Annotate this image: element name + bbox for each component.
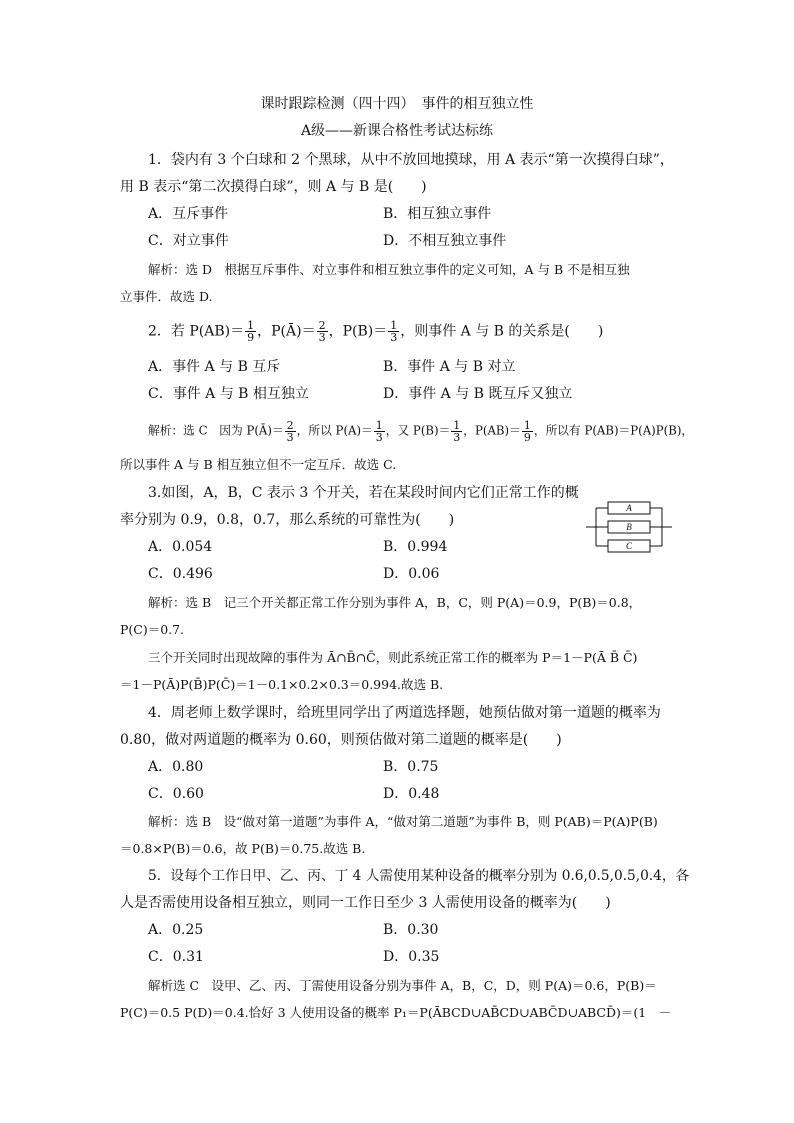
- q1-analysis-line2: 立事件．故选 D.: [120, 289, 213, 304]
- fraction: [285, 420, 296, 443]
- q2-analysis-part1: 解析：选 C 因为 P(Ā)＝: [148, 423, 284, 438]
- fraction-numerator: 2: [318, 319, 326, 332]
- q4-stem-line2: 0.80，做对两道题的概率为 0.60，则预估做对第二道题的概率是( ): [120, 732, 562, 748]
- q1-option-d: D．不相互独立事件: [383, 233, 507, 249]
- switch-c-label: C: [625, 541, 633, 551]
- q4-option-d: D．0.48: [383, 786, 440, 802]
- q5-stem-line2: 人是否需使用设备相互独立，则同一工作日至少 3 人需使用设备的概率为( ): [120, 895, 611, 911]
- q4-option-c: C．0.60: [148, 786, 204, 802]
- fraction-denominator: 9: [523, 431, 531, 444]
- fraction: [522, 420, 533, 443]
- switch-b-label: B: [626, 522, 632, 532]
- q4-analysis-line1: 解析：选 B 设“做对第一道题”为事件 A，“做对第二道题”为事件 B，则 P(AB)＝P(A)P(B): [148, 814, 658, 829]
- q2-option-b: B．事件 A 与 B 对立: [383, 359, 516, 375]
- fraction-denominator: 3: [453, 431, 461, 444]
- q2-option-d: D．事件 A 与 B 既互斥又独立: [383, 386, 573, 402]
- q5-analysis-line1: 解析选 C 设甲、乙、丙、丁需使用设备分别为事件 A，B，C，D，则 P(A)＝0.6，P(B)＝: [148, 978, 657, 993]
- fraction-denominator: 3: [390, 331, 398, 344]
- q3-option-d: D．0.06: [383, 566, 440, 582]
- parallel-circuit-figure: [586, 500, 672, 554]
- q4-option-b: B．0.75: [383, 759, 439, 775]
- q1-stem-line1: 1．袋内有 3 个白球和 2 个黑球，从中不放回地摸球，用 A 表示“第一次摸得白球”，: [148, 152, 674, 168]
- fraction: [451, 420, 462, 443]
- q3-analysis-line2: P(C)＝0.7.: [120, 622, 185, 637]
- fraction-numerator: 1: [453, 419, 461, 432]
- q1-stem-line2: 用 B 表示“第二次摸得白球”，则 A 与 B 是( ): [120, 179, 427, 195]
- q3-option-a: A．0.054: [148, 539, 213, 555]
- q4-option-a: A．0.80: [148, 759, 204, 775]
- q5-option-a: A．0.25: [148, 922, 204, 938]
- q3-option-c: C．0.496: [148, 566, 213, 582]
- q5-stem-line1: 5．设每个工作日甲、乙、丙、丁 4 人需使用某种设备的概率分别为 0.6,0.5,0.5,0.4，各: [148, 868, 690, 884]
- q4-analysis-line2: ＝0.8×P(B)＝0.6，故 P(B)＝0.75.故选 B.: [120, 841, 366, 856]
- fraction-denominator: 3: [318, 331, 326, 344]
- fraction-numerator: 2: [286, 419, 294, 432]
- q2-option-a: A．事件 A 与 B 互斥: [148, 359, 281, 375]
- q2-analysis-part3: ，又 P(B)＝: [385, 423, 451, 438]
- q2-analysis-part4: ，P(AB)＝: [463, 423, 521, 438]
- q3-option-b: B．0.994: [383, 539, 448, 555]
- q1-option-a: A．互斥事件: [148, 206, 229, 222]
- fraction: [388, 320, 399, 343]
- section-subtitle: A级——新课合格性考试达标练: [300, 123, 494, 139]
- q2-analysis-part5: ，所以有 P(AB)＝P(A)P(B)，: [533, 423, 694, 438]
- q5-option-d: D．0.35: [383, 949, 440, 965]
- q4-stem-line1: 4．周老师上数学课时，给班里同学出了两道选择题，她预估做对第一道题的概率为: [148, 705, 661, 721]
- q5-option-c: C．0.31: [148, 949, 204, 965]
- q5-option-b: B．0.30: [383, 922, 439, 938]
- q3-analysis-line4: ＝1－P(Ā)P(B̄)P(C̄)＝1－0.1×0.2×0.3＝0.994.故选 B.: [120, 677, 444, 692]
- fraction-denominator: 3: [286, 431, 294, 444]
- q3-stem-line1: 3.如图，A，B，C 表示 3 个开关，若在某段时间内它们正常工作的概: [148, 485, 579, 501]
- q1-analysis-line1: 解析：选 D 根据互斥事件、对立事件和相互独立事件的定义可知，A 与 B 不是相互独: [148, 262, 630, 277]
- fraction: [245, 320, 256, 343]
- q2-analysis-line2: 所以事件 A 与 B 相互独立但不一定互斥．故选 C.: [120, 457, 397, 472]
- fraction-numerator: 1: [390, 319, 398, 332]
- q2-stem-part1: 2．若 P(AB)＝: [148, 323, 245, 340]
- fraction-numerator: 1: [247, 319, 255, 332]
- q2-stem-part4: ，则事件 A 与 B 的关系是( ): [400, 323, 604, 340]
- q3-analysis-line1: 解析：选 B 记三个开关都正常工作分别为事件 A，B，C，则 P(A)＝0.9，P(B)＝0.8，: [148, 595, 642, 610]
- q2-stem-part2: ，P(Ā)＝: [257, 323, 316, 340]
- fraction: [374, 420, 385, 443]
- q2-option-c: C．事件 A 与 B 相互独立: [148, 386, 309, 402]
- q2-analysis-line1: [148, 420, 693, 443]
- fraction: [317, 320, 328, 343]
- q2-stem: [148, 320, 603, 343]
- fraction-denominator: 9: [247, 331, 255, 344]
- q1-option-c: C．对立事件: [148, 233, 229, 249]
- fraction-denominator: 3: [375, 431, 383, 444]
- q2-analysis-part2: ，所以 P(A)＝: [296, 423, 373, 438]
- q1-option-b: B．相互独立事件: [383, 206, 492, 222]
- fraction-numerator: 1: [375, 419, 383, 432]
- q5-analysis-line2: P(C)＝0.5 P(D)＝0.4.恰好 3 人使用设备的概率 P₁＝P(ĀBCD∪AB̄CD∪ABC̄D∪ABCD̄)＝(1 －: [120, 1005, 672, 1020]
- q3-analysis-line3: 三个开关同时出现故障的事件为 Ā∩B̄∩C̄，则此系统正常工作的概率为 P＝1－P(Ā B̄ C̄): [148, 650, 638, 665]
- fraction-numerator: 1: [523, 419, 531, 432]
- q2-stem-part3: ，P(B)＝: [328, 323, 388, 340]
- page-title: 课时跟踪检测（四十四） 事件的相互独立性: [260, 96, 534, 112]
- q3-stem-line2: 率分别为 0.9，0.8，0.7，那么系统的可靠性为( ): [120, 512, 455, 528]
- switch-a-label: A: [626, 503, 632, 513]
